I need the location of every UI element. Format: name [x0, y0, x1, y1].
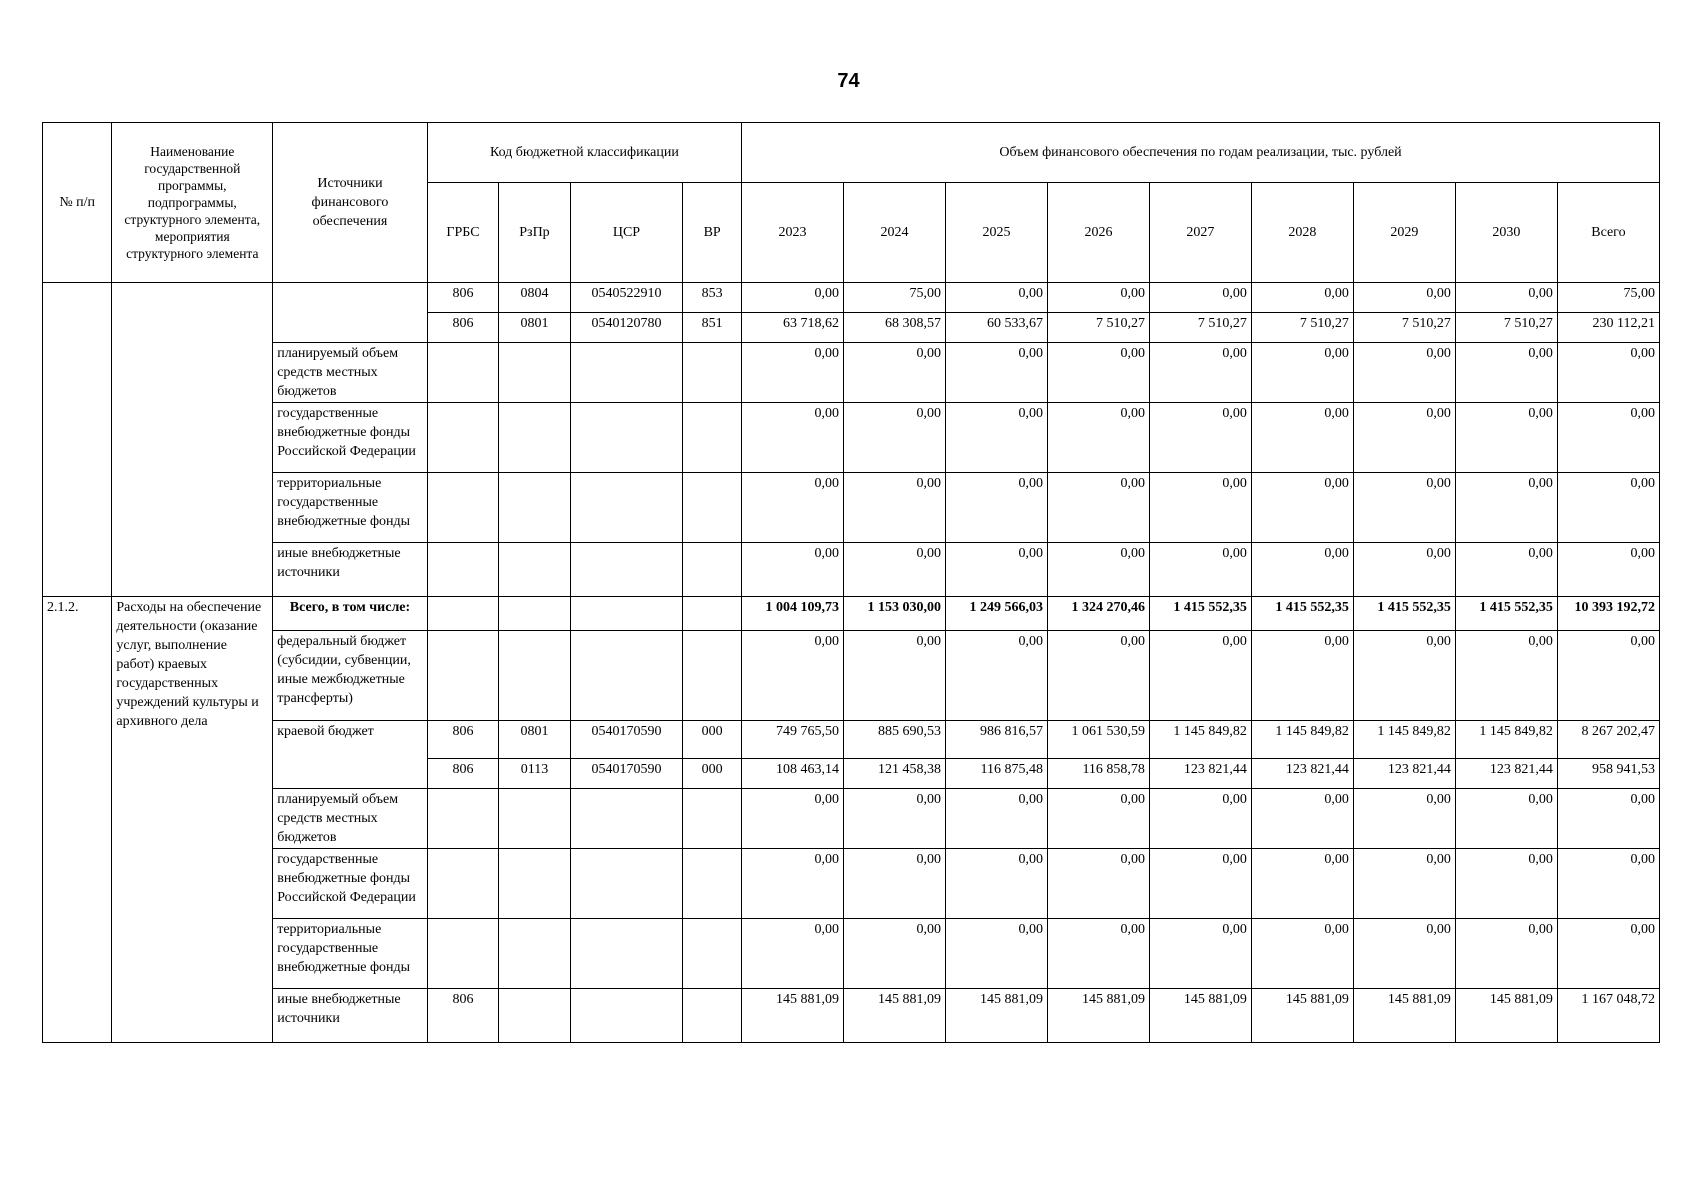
table-row: [43, 721, 1660, 759]
cell-value: 0,00: [1251, 631, 1353, 721]
cell-vr: [683, 597, 742, 631]
cell-grbs: 806: [427, 283, 498, 313]
cell-value: 0,00: [1353, 789, 1455, 849]
cell-value: 0,00: [844, 343, 946, 403]
table-row: [43, 989, 1660, 1043]
table-row: [43, 849, 1660, 919]
cell-value: 0,00: [844, 631, 946, 721]
cell-grbs: [427, 473, 498, 543]
cell-source: иные внебюджетные источники: [273, 989, 428, 1043]
cell-value: 0,00: [1047, 919, 1149, 989]
header-csr: ЦСР: [570, 183, 682, 283]
cell-value: 0,00: [1455, 343, 1557, 403]
cell-value: 0,00: [946, 403, 1048, 473]
cell-csr: [570, 473, 682, 543]
cell-value: 1 061 530,59: [1047, 721, 1149, 759]
cell-value: 0,00: [1047, 473, 1149, 543]
header-year-2030: 2030: [1455, 183, 1557, 283]
header-vr: ВР: [683, 183, 742, 283]
cell-value: 0,00: [1047, 543, 1149, 597]
cell-value: 0,00: [1557, 473, 1659, 543]
cell-rzpr: [499, 543, 570, 597]
cell-value: 0,00: [946, 473, 1048, 543]
cell-value: 1 415 552,35: [1251, 597, 1353, 631]
cell-grbs: [427, 343, 498, 403]
cell-grbs: 806: [427, 721, 498, 759]
header-source: Источники финансового обеспечения: [273, 123, 428, 283]
cell-value: 145 881,09: [1251, 989, 1353, 1043]
cell-value: 0,00: [1047, 789, 1149, 849]
cell-value: 10 393 192,72: [1557, 597, 1659, 631]
cell-csr: [570, 989, 682, 1043]
cell-value: 1 249 566,03: [946, 597, 1048, 631]
cell-grbs: [427, 597, 498, 631]
cell-value: 749 765,50: [742, 721, 844, 759]
cell-value: 145 881,09: [742, 989, 844, 1043]
cell-value: 0,00: [1557, 849, 1659, 919]
header-year-2025: 2025: [946, 183, 1048, 283]
cell-vr: [683, 473, 742, 543]
table-row: [43, 283, 1660, 313]
cell-value: 0,00: [1455, 631, 1557, 721]
cell-value: 0,00: [742, 789, 844, 849]
table-body: [43, 283, 1660, 1043]
cell-value: 1 004 109,73: [742, 597, 844, 631]
table-row: [43, 597, 1660, 631]
table-row: [43, 473, 1660, 543]
cell-value: 1 415 552,35: [1455, 597, 1557, 631]
cell-csr: 0540120780: [570, 313, 682, 343]
cell-csr: 0540170590: [570, 721, 682, 759]
cell-source: федеральный бюджет (субсидии, субвенции, иные межбюджетные трансферты): [273, 631, 428, 721]
page-number: 74: [837, 70, 860, 92]
cell-value: 0,00: [946, 343, 1048, 403]
cell-value: 885 690,53: [844, 721, 946, 759]
cell-value: 145 881,09: [1353, 989, 1455, 1043]
cell-value: 0,00: [1353, 343, 1455, 403]
cell-csr: [570, 543, 682, 597]
cell-source: [273, 283, 428, 343]
cell-value: 121 458,38: [844, 759, 946, 789]
cell-value: 0,00: [844, 789, 946, 849]
cell-value: 108 463,14: [742, 759, 844, 789]
cell-value: 7 510,27: [1251, 313, 1353, 343]
cell-rzpr: [499, 989, 570, 1043]
cell-value: 63 718,62: [742, 313, 844, 343]
cell-value: 0,00: [1353, 919, 1455, 989]
cell-value: 0,00: [1455, 283, 1557, 313]
cell-rzpr: [499, 631, 570, 721]
cell-value: 0,00: [742, 283, 844, 313]
cell-source: краевой бюджет: [273, 721, 428, 789]
cell-value: 0,00: [1251, 543, 1353, 597]
header-year-2027: 2027: [1149, 183, 1251, 283]
cell-value: 0,00: [1251, 473, 1353, 543]
cell-csr: [570, 343, 682, 403]
cell-csr: 0540170590: [570, 759, 682, 789]
header-name: Наименование государственной программы, подпрограммы, структурного элемента, мероприятия структурного элемента: [112, 123, 273, 283]
cell-grbs: [427, 789, 498, 849]
table-row: [43, 631, 1660, 721]
cell-value: 145 881,09: [1047, 989, 1149, 1043]
cell-value: 0,00: [742, 631, 844, 721]
cell-value: 0,00: [946, 789, 1048, 849]
cell-value: 0,00: [1455, 789, 1557, 849]
cell-value: 0,00: [1251, 849, 1353, 919]
cell-grbs: [427, 631, 498, 721]
cell-vr: [683, 403, 742, 473]
cell-value: 0,00: [844, 919, 946, 989]
cell-value: 986 816,57: [946, 721, 1048, 759]
cell-no: 2.1.2.: [43, 597, 112, 1043]
cell-source: территориальные государственные внебюджетные фонды: [273, 919, 428, 989]
cell-value: 0,00: [1353, 283, 1455, 313]
header-grbs: ГРБС: [427, 183, 498, 283]
cell-vr: 853: [683, 283, 742, 313]
cell-value: 0,00: [844, 543, 946, 597]
cell-value: 0,00: [1353, 631, 1455, 721]
cell-source: планируемый объем средств местных бюджетов: [273, 789, 428, 849]
cell-grbs: [427, 403, 498, 473]
cell-rzpr: 0801: [499, 721, 570, 759]
cell-value: 7 510,27: [1047, 313, 1149, 343]
table-row: [43, 919, 1660, 989]
cell-csr: [570, 789, 682, 849]
cell-value: 0,00: [946, 919, 1048, 989]
header-year-2029: 2029: [1353, 183, 1455, 283]
cell-value: 75,00: [844, 283, 946, 313]
cell-grbs: 806: [427, 989, 498, 1043]
cell-name: [112, 283, 273, 597]
cell-value: 116 875,48: [946, 759, 1048, 789]
cell-value: 0,00: [844, 849, 946, 919]
cell-grbs: [427, 919, 498, 989]
cell-value: 0,00: [742, 403, 844, 473]
header-year-2028: 2028: [1251, 183, 1353, 283]
table-row: [43, 343, 1660, 403]
cell-csr: [570, 403, 682, 473]
cell-rzpr: [499, 597, 570, 631]
cell-vr: [683, 789, 742, 849]
cell-value: 0,00: [1047, 403, 1149, 473]
cell-value: 958 941,53: [1557, 759, 1659, 789]
cell-vr: 000: [683, 759, 742, 789]
cell-rzpr: [499, 849, 570, 919]
cell-rzpr: [499, 473, 570, 543]
cell-value: 0,00: [1557, 631, 1659, 721]
cell-vr: [683, 989, 742, 1043]
cell-rzpr: 0801: [499, 313, 570, 343]
cell-value: 1 415 552,35: [1149, 597, 1251, 631]
cell-value: 0,00: [1455, 403, 1557, 473]
cell-value: 0,00: [1149, 919, 1251, 989]
cell-value: 123 821,44: [1149, 759, 1251, 789]
cell-value: 0,00: [1047, 283, 1149, 313]
cell-value: 75,00: [1557, 283, 1659, 313]
cell-csr: [570, 919, 682, 989]
cell-value: 0,00: [946, 631, 1048, 721]
table-row: [43, 403, 1660, 473]
cell-value: 0,00: [1149, 283, 1251, 313]
header-rzpr: РзПр: [499, 183, 570, 283]
cell-no: [43, 283, 112, 597]
cell-value: 0,00: [946, 283, 1048, 313]
cell-value: 0,00: [742, 473, 844, 543]
cell-value: 1 167 048,72: [1557, 989, 1659, 1043]
cell-value: 1 324 270,46: [1047, 597, 1149, 631]
cell-value: 60 533,67: [946, 313, 1048, 343]
cell-value: 0,00: [1251, 403, 1353, 473]
cell-grbs: 806: [427, 759, 498, 789]
cell-value: 0,00: [1353, 849, 1455, 919]
cell-value: 0,00: [742, 849, 844, 919]
cell-csr: [570, 597, 682, 631]
cell-vr: [683, 849, 742, 919]
cell-grbs: [427, 849, 498, 919]
cell-value: 0,00: [742, 343, 844, 403]
cell-value: 0,00: [1149, 849, 1251, 919]
table-row: [43, 543, 1660, 597]
cell-value: 7 510,27: [1353, 313, 1455, 343]
cell-value: 0,00: [1455, 473, 1557, 543]
cell-source: территориальные государственные внебюджетные фонды: [273, 473, 428, 543]
header-year-2026: 2026: [1047, 183, 1149, 283]
cell-source: государственные внебюджетные фонды Российской Федерации: [273, 403, 428, 473]
cell-value: 0,00: [1353, 403, 1455, 473]
cell-value: 0,00: [1149, 473, 1251, 543]
cell-csr: [570, 631, 682, 721]
cell-value: 0,00: [946, 849, 1048, 919]
cell-vr: 000: [683, 721, 742, 759]
cell-value: 116 858,78: [1047, 759, 1149, 789]
header-year-2024: 2024: [844, 183, 946, 283]
cell-value: 0,00: [742, 919, 844, 989]
cell-value: 7 510,27: [1149, 313, 1251, 343]
cell-value: 123 821,44: [1353, 759, 1455, 789]
cell-value: 0,00: [1353, 473, 1455, 543]
cell-value: 123 821,44: [1455, 759, 1557, 789]
cell-value: 0,00: [742, 543, 844, 597]
cell-value: 0,00: [1149, 789, 1251, 849]
cell-rzpr: 0804: [499, 283, 570, 313]
cell-value: 0,00: [1557, 403, 1659, 473]
cell-value: 145 881,09: [844, 989, 946, 1043]
cell-value: 0,00: [1251, 343, 1353, 403]
cell-csr: 0540522910: [570, 283, 682, 313]
cell-source: планируемый объем средств местных бюджетов: [273, 343, 428, 403]
cell-grbs: [427, 543, 498, 597]
cell-rzpr: [499, 789, 570, 849]
cell-vr: [683, 343, 742, 403]
cell-value: 0,00: [1149, 543, 1251, 597]
cell-value: 0,00: [1557, 343, 1659, 403]
cell-value: 7 510,27: [1455, 313, 1557, 343]
cell-value: 0,00: [1353, 543, 1455, 597]
table-row: [43, 789, 1660, 849]
cell-value: 0,00: [946, 543, 1048, 597]
cell-value: 0,00: [1047, 849, 1149, 919]
cell-value: 145 881,09: [946, 989, 1048, 1043]
cell-value: 0,00: [1455, 919, 1557, 989]
cell-source: государственные внебюджетные фонды Российской Федерации: [273, 849, 428, 919]
cell-value: 1 145 849,82: [1353, 721, 1455, 759]
cell-value: 8 267 202,47: [1557, 721, 1659, 759]
cell-rzpr: [499, 343, 570, 403]
cell-value: 0,00: [1149, 343, 1251, 403]
cell-value: 0,00: [1557, 543, 1659, 597]
cell-name: Расходы на обеспечение деятельности (оказание услуг, выполнение работ) краевых государственных учреждений культуры и архивного дела: [112, 597, 273, 1043]
cell-vr: [683, 631, 742, 721]
header-total: Всего: [1557, 183, 1659, 283]
header-year-2023: 2023: [742, 183, 844, 283]
cell-value: 0,00: [1455, 543, 1557, 597]
cell-value: 0,00: [1251, 789, 1353, 849]
cell-source: иные внебюджетные источники: [273, 543, 428, 597]
cell-rzpr: [499, 403, 570, 473]
cell-value: 0,00: [1251, 919, 1353, 989]
cell-value: 1 415 552,35: [1353, 597, 1455, 631]
cell-grbs: 806: [427, 313, 498, 343]
cell-value: 145 881,09: [1455, 989, 1557, 1043]
cell-rzpr: [499, 919, 570, 989]
header-budget-class: Код бюджетной классификации: [427, 123, 741, 183]
cell-value: 230 112,21: [1557, 313, 1659, 343]
cell-value: 0,00: [1149, 631, 1251, 721]
cell-value: 0,00: [844, 473, 946, 543]
cell-value: 145 881,09: [1149, 989, 1251, 1043]
cell-vr: 851: [683, 313, 742, 343]
cell-value: 1 145 849,82: [1251, 721, 1353, 759]
cell-value: 0,00: [1557, 919, 1659, 989]
cell-value: 123 821,44: [1251, 759, 1353, 789]
cell-value: 0,00: [1557, 789, 1659, 849]
financing-table: [42, 122, 1660, 1043]
cell-value: 0,00: [1047, 343, 1149, 403]
cell-value: 1 153 030,00: [844, 597, 946, 631]
cell-value: 1 145 849,82: [1455, 721, 1557, 759]
cell-csr: [570, 849, 682, 919]
cell-value: 1 145 849,82: [1149, 721, 1251, 759]
cell-value: 0,00: [1047, 631, 1149, 721]
header-no: № п/п: [43, 123, 112, 283]
cell-value: 0,00: [844, 403, 946, 473]
cell-rzpr: 0113: [499, 759, 570, 789]
cell-vr: [683, 919, 742, 989]
cell-value: 0,00: [1455, 849, 1557, 919]
cell-vr: [683, 543, 742, 597]
cell-value: 0,00: [1251, 283, 1353, 313]
header-volume: Объем финансового обеспечения по годам реализации, тыс. рублей: [742, 123, 1660, 183]
cell-source: Всего, в том числе:: [273, 597, 428, 631]
cell-value: 0,00: [1149, 403, 1251, 473]
cell-value: 68 308,57: [844, 313, 946, 343]
